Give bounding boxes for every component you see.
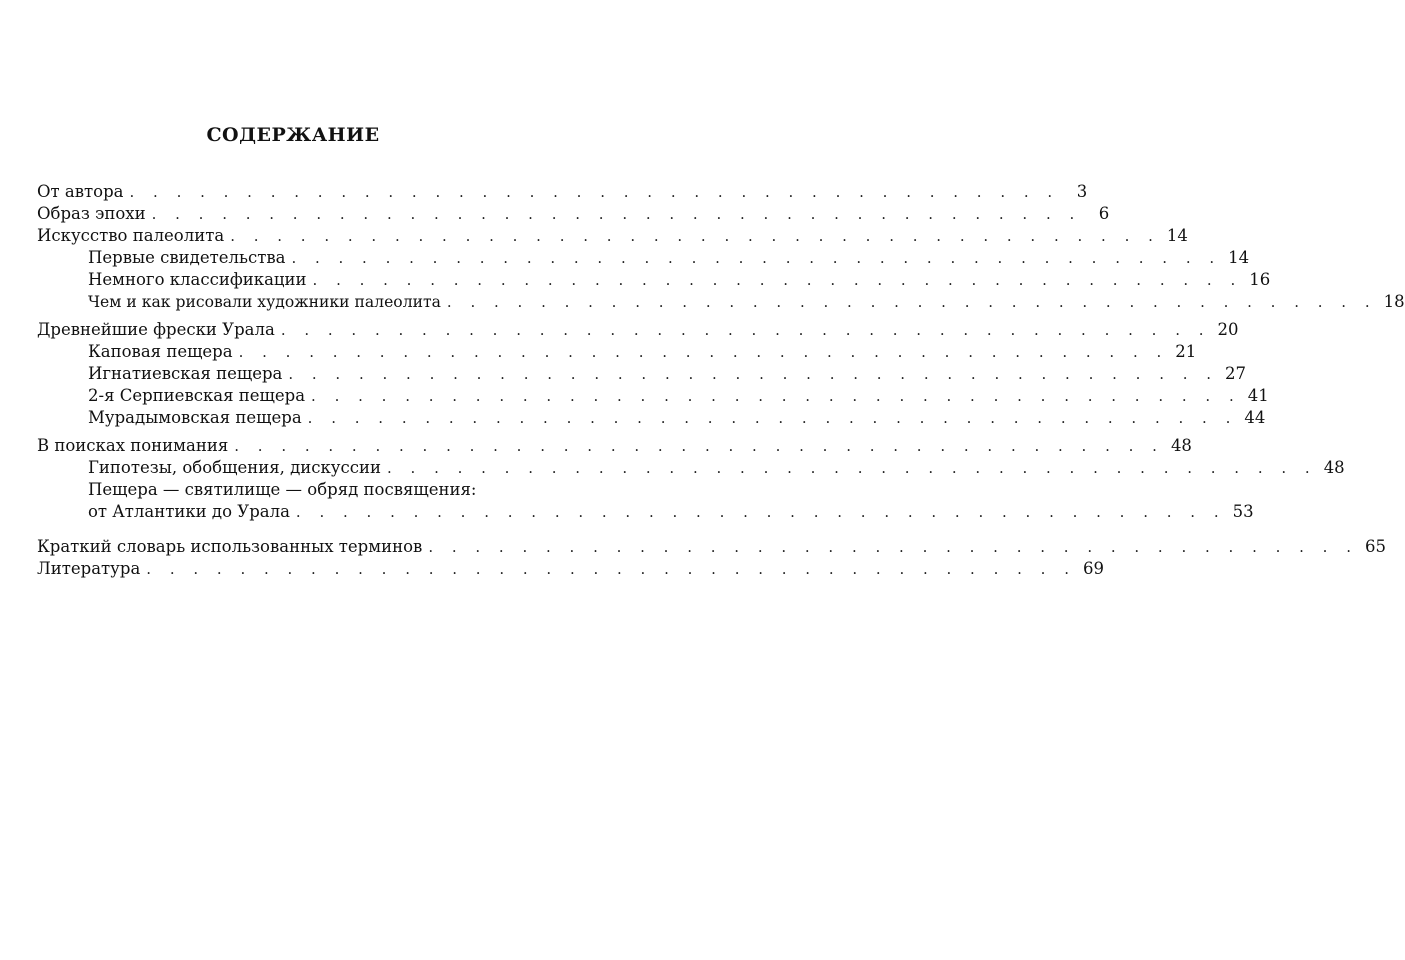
dot-leader: . . . . . . . . . . . . . . . . . . . . . . . . . . . . . . . . . . . . . . . . [387, 459, 1317, 477]
dot-leader: . . . . . . . . . . . . . . . . . . . . . . . . . . . . . . . . . . . . . . . . [446, 293, 1377, 311]
dot-leader: . . . . . . . . . . . . . . . . . . . . . . . . . . . . . . . . . . . . . . . . [280, 321, 1211, 339]
toc-entry [88, 247, 1250, 269]
toc-entry-title: Древнейшие фрески Урала [37, 320, 275, 339]
toc-entry-page: 14 [1228, 248, 1250, 267]
toc-entry-page: 48 [1323, 458, 1345, 477]
dot-leader: . . . . . . . . . . . . . . . . . . . . . . . . . . . . . . . . . . . . . . . . [295, 503, 1226, 521]
page-title: СОДЕРЖАНИЕ [206, 124, 380, 146]
toc-entry-page: 21 [1175, 342, 1197, 361]
toc-entry [88, 501, 1254, 523]
toc-entry-title: Чем и как рисовали художники палеолита [88, 293, 441, 311]
toc-entry-title: Мурадымовская пещера [88, 408, 302, 427]
dot-leader: . . . . . . . . . . . . . . . . . . . . . . . . . . . . . . . . . . . . . . . . [428, 538, 1358, 556]
toc-entry-page: 44 [1244, 408, 1266, 427]
toc-entry-page: 41 [1247, 386, 1269, 405]
toc-entry-title-line: Пещера — святилище — обряд посвящения: [88, 480, 477, 499]
toc-entry-page: 48 [1170, 436, 1192, 455]
toc-entry-title: Образ эпохи [37, 204, 146, 223]
toc-entry-title: Искусство палеолита [37, 226, 225, 245]
toc-entry [88, 341, 1197, 363]
toc-entry [37, 319, 1239, 341]
toc-entry-title: Каповая пещера [88, 342, 233, 361]
toc-entry-title: Краткий словарь использованных терминов [37, 537, 423, 556]
toc-entry [88, 363, 1247, 385]
toc-entry-page: 3 [1076, 182, 1088, 201]
toc-entry-page: 65 [1365, 537, 1386, 556]
toc-entry-title: В поисках понимания [37, 436, 229, 455]
toc-entry-page: 69 [1082, 559, 1104, 578]
toc-entry-page: 53 [1232, 502, 1254, 521]
toc-entry-page: 6 [1098, 204, 1110, 223]
toc-entry-page: 16 [1249, 270, 1271, 289]
toc-entry-title: От автора [37, 182, 124, 201]
toc-entry-title: Первые свидетельства [88, 248, 286, 267]
toc-entry [88, 291, 1405, 313]
toc-entry [88, 385, 1269, 407]
dot-leader: . . . . . . . . . . . . . . . . . . . . . . . . . . . . . . . . . . . . . . . . [312, 271, 1243, 289]
dot-leader: . . . . . . . . . . . . . . . . . . . . . . . . . . . . . . . . . . . . . . . . [230, 227, 1160, 245]
dot-leader: . . . . . . . . . . . . . . . . . . . . . . . . . . . . . . . . . . . . . . . . [307, 409, 1238, 427]
toc-entry-page: 20 [1217, 320, 1239, 339]
toc-entry [88, 269, 1271, 291]
toc-entry [37, 225, 1188, 247]
dot-leader: . . . . . . . . . . . . . . . . . . . . . . . . . . . . . . . . . . . . . . . . [151, 205, 1082, 223]
toc-entry-title: 2-я Серпиевская пещера [88, 386, 306, 405]
toc-entry [37, 181, 1088, 203]
dot-leader: . . . . . . . . . . . . . . . . . . . . . . . . . . . . . . . . . . . . . . . . [291, 249, 1222, 267]
toc-entry-title: Немного классификации [88, 270, 307, 289]
dot-leader: . . . . . . . . . . . . . . . . . . . . . . . . . . . . . . . . . . . . . . . . [234, 437, 1164, 455]
dot-leader: . . . . . . . . . . . . . . . . . . . . . . . . . . . . . . . . . . . . . . . . [238, 343, 1169, 361]
toc-entry-page: 27 [1225, 364, 1247, 383]
toc-entry [37, 536, 1386, 558]
toc-entry-title: Литература [37, 559, 141, 578]
toc-entry [37, 435, 1192, 457]
toc-entry [88, 407, 1266, 429]
toc-entry-title: Гипотезы, обобщения, дискуссии [88, 458, 381, 477]
toc-entry [88, 457, 1345, 479]
dot-leader: . . . . . . . . . . . . . . . . . . . . . . . . . . . . . . . . . . . . . . . . [129, 183, 1060, 201]
dot-leader: . . . . . . . . . . . . . . . . . . . . . . . . . . . . . . . . . . . . . . . . [146, 560, 1076, 578]
toc-entry-page: 18 [1383, 292, 1405, 311]
toc-entry-title: от Атлантики до Урала [88, 502, 290, 521]
toc-entry [37, 203, 1110, 225]
dot-leader: . . . . . . . . . . . . . . . . . . . . . . . . . . . . . . . . . . . . . . . . [288, 365, 1219, 383]
toc-entry [37, 558, 1104, 580]
toc-entry-page: 14 [1166, 226, 1188, 245]
toc-entry-title: Игнатиевская пещера [88, 364, 283, 383]
dot-leader: . . . . . . . . . . . . . . . . . . . . . . . . . . . . . . . . . . . . . . . . [311, 387, 1241, 405]
